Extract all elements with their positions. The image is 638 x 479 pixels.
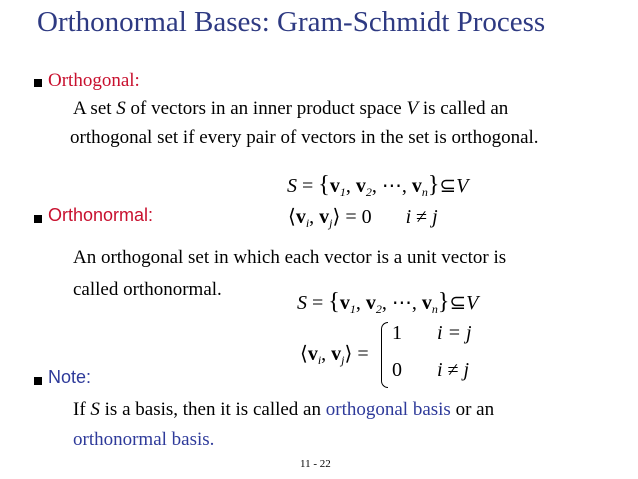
set-equation-1: $S = \{v_1$, $v_2$, ⋯, $v_n\}⊆V$ [287, 172, 469, 199]
orthogonal-def-line2: orthogonal set if every pair of vectors in the set is orthogonal. [70, 127, 539, 148]
orthonormal-def-line1: An orthogonal set in which each vector is a unit vector is [73, 247, 507, 268]
orthogonal-def-line1: A set S of vectors in an inner product space V is called an [73, 98, 509, 119]
bullet-orthonormal [34, 215, 42, 223]
note-line1: If S is a basis, then it is called an orthogonal basis or an [73, 399, 495, 420]
set-equation-2: $S = \{v_1$, $v_2$, ⋯, $v_n\}⊆V$ [297, 289, 479, 316]
note-heading: Note: [48, 367, 92, 387]
case2-condition: i ≠ j [437, 359, 470, 381]
bullet-note [34, 377, 42, 385]
orthonormal-condition-lhs: $⟨v_i$, $v_j⟩$ = [300, 343, 369, 367]
slide-title: Orthonormal Bases: Gram-Schmidt Process [37, 6, 546, 38]
orthogonal-basis-term: orthogonal basis [325, 399, 451, 420]
piecewise-brace [381, 322, 388, 388]
case1-condition: i = j [437, 322, 472, 344]
orthonormal-basis-term: orthonormal basis. [73, 429, 215, 450]
orthogonal-condition: $⟨v_i$, $v_j⟩ = 0$ i ≠ j [288, 206, 438, 230]
orthonormal-heading: Orthonormal: [48, 205, 154, 225]
bullet-orthogonal [34, 79, 42, 87]
case2-value: 0 [392, 359, 402, 381]
case1-value: 1 [392, 322, 402, 344]
page-number: 11 - 22 [300, 458, 331, 470]
orthonormal-def-line2: called orthonormal. [73, 279, 222, 300]
orthogonal-heading: Orthogonal: [48, 70, 140, 91]
